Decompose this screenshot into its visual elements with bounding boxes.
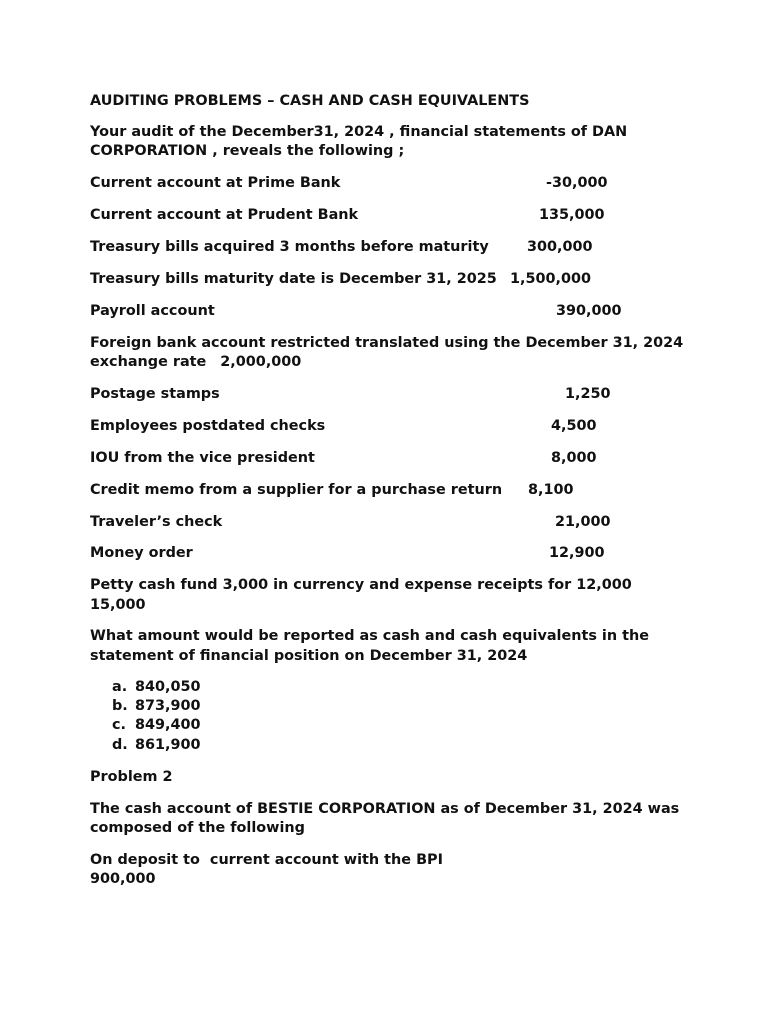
choice-letter: b.	[112, 698, 128, 715]
foreign-account-line-1: Foreign bank account restricted translated using the December 31, 2024	[90, 335, 684, 351]
item-amount-postdated-checks: 4,500	[551, 418, 597, 434]
item-label-payroll-account: Payroll account	[90, 303, 215, 319]
problem-2-line-2: composed of the following	[90, 820, 305, 836]
choice-value: 849,400	[135, 717, 201, 734]
petty-cash-line-1: Petty cash fund 3,000 in currency and expense receipts for 12,000	[90, 577, 632, 593]
item-amount-postage-stamps: 1,250	[565, 386, 611, 402]
answer-choice-a	[112, 678, 201, 697]
item-label-money-order: Money order	[90, 545, 193, 561]
choice-letter: c.	[112, 717, 126, 734]
choice-value: 840,050	[135, 679, 201, 695]
foreign-account-amount: 2,000,000	[220, 354, 302, 370]
petty-cash-line-2: 15,000	[90, 597, 146, 613]
item-label-prudent-bank: Current account at Prudent Bank	[90, 207, 359, 223]
answer-choice-b	[112, 697, 201, 716]
foreign-account-line-2	[90, 353, 301, 372]
choice-letter: a.	[112, 679, 128, 695]
document-title: AUDITING PROBLEMS – CASH AND CASH EQUIVALENTS	[90, 93, 530, 109]
item-amount-travelers-check: 21,000	[555, 514, 611, 530]
choice-letter: d.	[112, 736, 128, 753]
item-amount-treasury-bills-acquired: 300,000	[527, 239, 593, 255]
item-label-travelers-check: Traveler’s check	[90, 514, 223, 530]
intro-line-2: CORPORATION , reveals the following ;	[90, 143, 405, 159]
item-amount-iou: 8,000	[551, 450, 597, 466]
answer-choices	[112, 678, 201, 755]
item-amount-money-order: 12,900	[549, 545, 605, 561]
deposit-line-1: On deposit to current account with the BPI	[90, 852, 443, 868]
answer-choice-c	[112, 716, 201, 735]
item-label-credit-memo: Credit memo from a supplier for a purchase return	[90, 482, 503, 498]
answer-choice-d	[112, 736, 201, 755]
item-amount-payroll-account: 390,000	[556, 303, 622, 319]
item-label-treasury-bills-acquired: Treasury bills acquired 3 months before maturity	[90, 239, 489, 255]
problem-2-line-1: The cash account of BESTIE CORPORATION as of December 31, 2024 was	[90, 801, 680, 817]
deposit-line-2: 900,000	[90, 871, 156, 887]
item-label-postage-stamps: Postage stamps	[90, 386, 220, 402]
choice-value: 873,900	[135, 698, 201, 715]
item-label-postdated-checks: Employees postdated checks	[90, 418, 326, 434]
item-amount-prudent-bank: 135,000	[539, 207, 605, 223]
item-label-iou: IOU from the vice president	[90, 450, 315, 466]
intro-line-1: Your audit of the December31, 2024 , financial statements of DAN	[90, 124, 628, 140]
foreign-account-label: exchange rate	[90, 354, 207, 370]
item-amount-credit-memo: 8,100	[528, 482, 574, 498]
item-amount-prime-bank: -30,000	[546, 175, 608, 191]
item-amount-treasury-bills-maturity: 1,500,000	[510, 271, 592, 287]
question-line-1: What amount would be reported as cash and cash equivalents in the	[90, 628, 649, 644]
question-line-2: statement of financial position on December 31, 2024	[90, 648, 528, 664]
choice-value: 861,900	[135, 736, 201, 753]
problem-2-heading: Problem 2	[90, 769, 173, 785]
item-label-treasury-bills-maturity: Treasury bills maturity date is December 31, 2025	[90, 271, 497, 287]
item-label-prime-bank: Current account at Prime Bank	[90, 175, 341, 191]
